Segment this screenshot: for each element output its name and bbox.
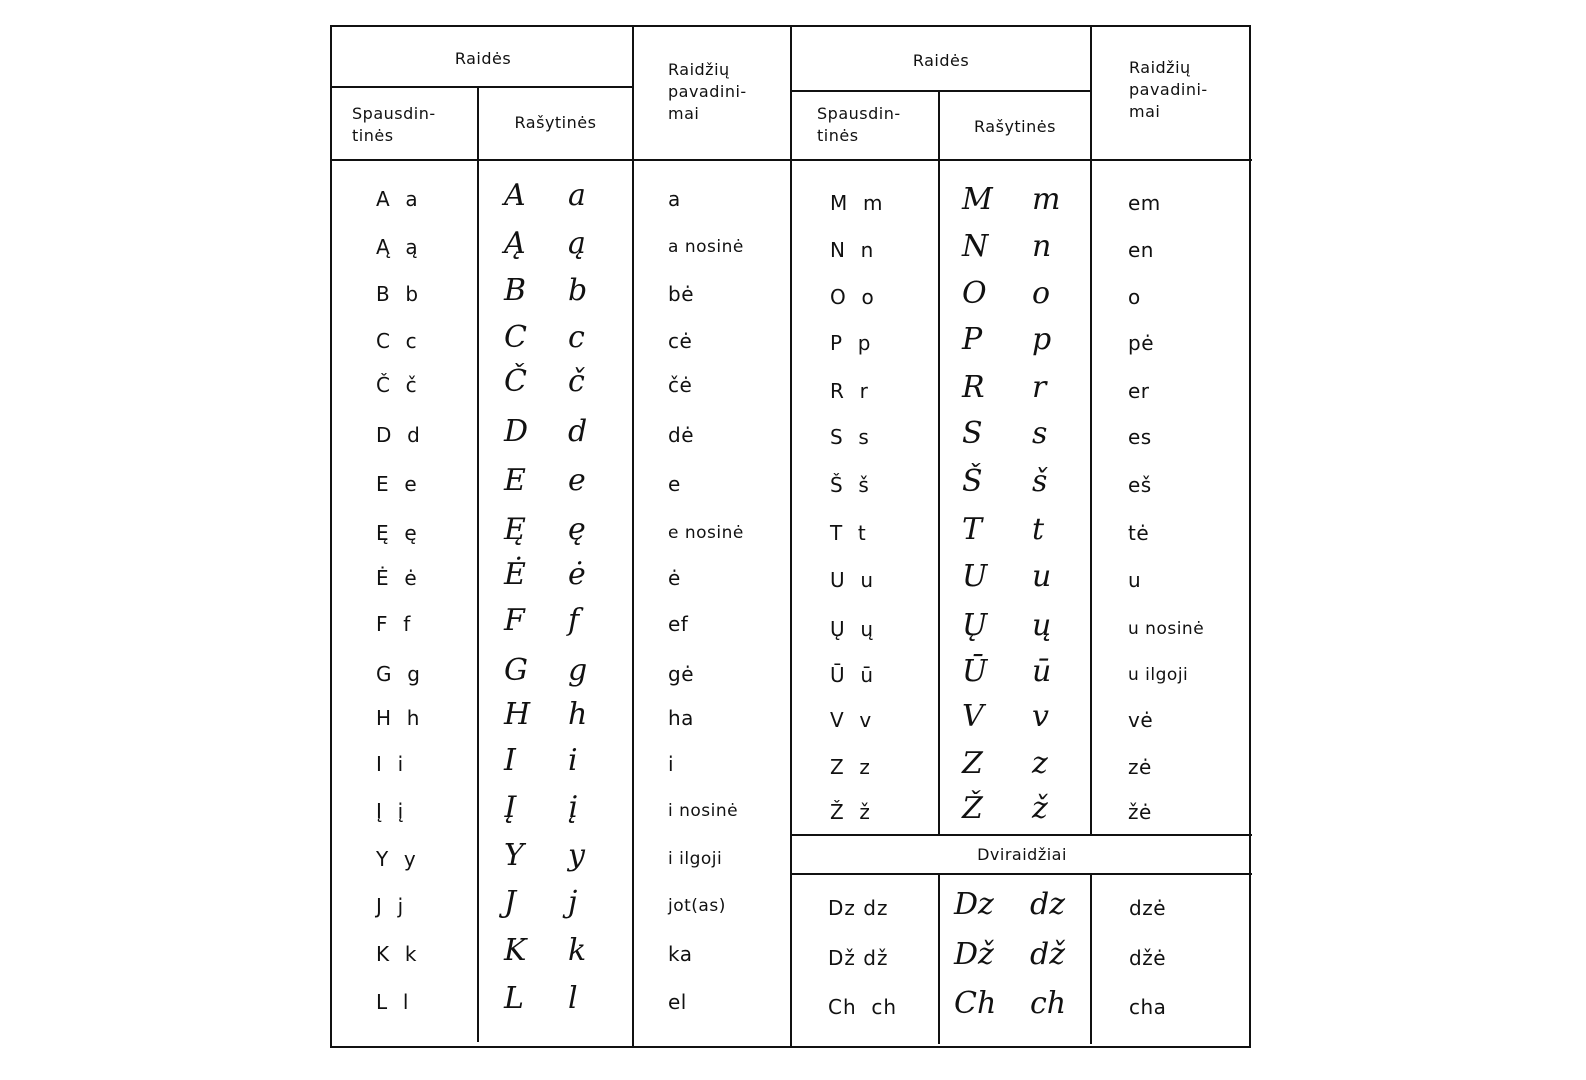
script-uppercase: O — [962, 276, 987, 311]
letter-name: i ilgoji — [668, 849, 723, 869]
letter-name: cė — [668, 329, 693, 353]
header-spausdintines-left: Spausdin- tinės — [352, 104, 436, 145]
script-digraph-uppercase: Ch — [954, 986, 997, 1021]
printed-letter: R r — [830, 379, 869, 403]
letter-name: zė — [1128, 755, 1152, 779]
script-uppercase: Ū — [962, 654, 988, 689]
letter-name: er — [1128, 379, 1150, 403]
script-lowercase: r — [1032, 370, 1047, 405]
script-lowercase: m — [1032, 182, 1061, 217]
col-divider — [632, 27, 634, 1047]
script-uppercase: K — [504, 933, 527, 968]
script-uppercase: Ž — [962, 791, 983, 826]
script-lowercase: d — [568, 414, 588, 449]
col-divider — [790, 27, 792, 1047]
letter-name: em — [1128, 191, 1161, 215]
script-uppercase: Į — [504, 790, 516, 825]
printed-letter: Ž ž — [830, 800, 871, 824]
printed-letter: V v — [830, 708, 873, 732]
script-lowercase: ž — [1032, 791, 1048, 826]
printed-letter: S s — [830, 425, 870, 449]
alphabet-table — [330, 25, 1251, 1048]
letter-name: u ilgoji — [1128, 665, 1189, 685]
digraph-name: džė — [1129, 946, 1166, 970]
script-uppercase: G — [504, 653, 528, 688]
printed-letter: E e — [376, 472, 418, 496]
script-lowercase: g — [568, 653, 588, 688]
row-divider — [790, 90, 1090, 92]
script-lowercase: į — [568, 790, 578, 825]
letter-name: bė — [668, 282, 694, 306]
letter-name: ė — [668, 566, 681, 590]
script-lowercase: h — [568, 697, 588, 732]
digraph-name: cha — [1129, 995, 1167, 1019]
letter-name: i nosinė — [668, 801, 739, 821]
letter-name: en — [1128, 238, 1154, 262]
col-divider — [1090, 27, 1092, 835]
printed-letter: Š š — [830, 473, 870, 497]
script-uppercase: C — [504, 320, 527, 355]
letter-name: ka — [668, 942, 693, 966]
script-digraph-uppercase: Dz — [954, 887, 994, 922]
printed-letter: O o — [830, 285, 875, 309]
col-divider — [477, 87, 479, 1042]
script-uppercase: Ą — [504, 226, 526, 261]
script-uppercase: H — [504, 697, 531, 732]
header-spausdintines-right: Spausdin- tinės — [817, 104, 901, 145]
script-uppercase: Č — [504, 364, 527, 399]
row-divider — [790, 834, 1252, 836]
script-lowercase: f — [568, 603, 580, 638]
printed-letter: J j — [376, 894, 405, 918]
script-lowercase: č — [568, 364, 585, 399]
letter-name: i — [668, 752, 675, 776]
header-rasytines-right: Rašytinės — [974, 117, 1056, 136]
script-lowercase: k — [568, 933, 587, 968]
script-uppercase: R — [962, 370, 985, 405]
script-uppercase: Y — [504, 838, 524, 873]
printed-letter: F f — [376, 612, 412, 636]
script-lowercase: c — [568, 320, 585, 355]
script-lowercase: s — [1032, 416, 1048, 451]
printed-letter: P p — [830, 331, 872, 355]
script-lowercase: z — [1032, 746, 1048, 781]
printed-letter: H h — [376, 706, 421, 730]
letter-name: e — [668, 472, 681, 496]
printed-letter: L l — [376, 990, 410, 1014]
script-uppercase: Š — [962, 464, 983, 499]
header-pavadinimai-left: Raidžių pavadini- mai — [668, 60, 747, 123]
printed-letter: D d — [376, 423, 421, 447]
printed-letter: K k — [376, 942, 418, 966]
letter-name: vė — [1128, 708, 1154, 732]
printed-digraph: Dz dz — [828, 896, 889, 920]
printed-letter: Ą ą — [376, 235, 419, 259]
script-uppercase: D — [504, 414, 529, 449]
letter-name: ha — [668, 706, 694, 730]
letter-name: a nosinė — [668, 237, 744, 257]
script-uppercase: E — [504, 463, 526, 498]
header-dviraidziai: Dviraidžiai — [977, 845, 1067, 864]
printed-letter: M m — [830, 191, 884, 215]
col-divider — [938, 90, 940, 835]
printed-digraph: Dž dž — [828, 946, 889, 970]
digraph-name: dzė — [1129, 896, 1166, 920]
script-lowercase: ų — [1032, 608, 1052, 643]
script-uppercase: T — [962, 512, 983, 547]
printed-digraph: Ch ch — [828, 995, 898, 1019]
script-uppercase: N — [962, 229, 989, 264]
letter-name: eš — [1128, 473, 1152, 497]
col-divider — [938, 874, 940, 1044]
letter-name: čė — [668, 373, 693, 397]
letter-name: el — [668, 990, 687, 1014]
script-uppercase: U — [962, 559, 988, 594]
printed-letter: Ū ū — [830, 663, 875, 687]
letter-name: es — [1128, 425, 1152, 449]
printed-letter: Č č — [376, 373, 418, 397]
script-lowercase: a — [568, 178, 586, 213]
printed-letter: U u — [830, 568, 875, 592]
row-divider — [790, 873, 1252, 875]
letter-name: dė — [668, 423, 694, 447]
script-lowercase: ė — [568, 557, 586, 592]
letter-name: gė — [668, 662, 694, 686]
script-uppercase: Ė — [504, 557, 526, 592]
script-uppercase: Z — [962, 746, 983, 781]
header-raides-right: Raidės — [912, 51, 970, 70]
letter-name: u — [1128, 568, 1142, 592]
printed-letter: G g — [376, 662, 421, 686]
script-uppercase: A — [504, 178, 526, 213]
script-lowercase: i — [568, 743, 578, 778]
letter-name: ef — [668, 612, 689, 636]
script-uppercase: Ę — [504, 512, 526, 547]
script-lowercase: e — [568, 463, 586, 498]
printed-letter: A a — [376, 187, 419, 211]
script-lowercase: š — [1032, 464, 1048, 499]
script-uppercase: Ų — [962, 608, 988, 643]
letter-name: e nosinė — [668, 523, 744, 543]
script-uppercase: B — [504, 273, 527, 308]
letter-name: u nosinė — [1128, 619, 1205, 639]
script-lowercase: o — [1032, 276, 1051, 311]
script-uppercase: P — [962, 322, 983, 357]
letter-name: a — [668, 187, 681, 211]
printed-letter: N n — [830, 238, 875, 262]
row-divider — [332, 86, 632, 88]
script-lowercase: v — [1032, 699, 1049, 734]
script-lowercase: p — [1032, 322, 1052, 357]
printed-letter: Į į — [376, 799, 405, 823]
letter-name: pė — [1128, 331, 1154, 355]
script-lowercase: n — [1032, 229, 1052, 264]
printed-letter: I i — [376, 752, 405, 776]
script-uppercase: J — [504, 885, 517, 920]
script-digraph-lowercase: dz — [1030, 887, 1066, 922]
printed-letter: Z z — [830, 755, 871, 779]
script-lowercase: l — [568, 981, 578, 1016]
script-lowercase: u — [1032, 559, 1052, 594]
printed-letter: B b — [376, 282, 420, 306]
printed-letter: Ų ų — [830, 617, 875, 641]
script-uppercase: F — [504, 603, 525, 638]
script-lowercase: b — [568, 273, 588, 308]
printed-letter: C c — [376, 329, 418, 353]
script-lowercase: ū — [1032, 654, 1052, 689]
script-digraph-lowercase: ch — [1030, 986, 1067, 1021]
script-uppercase: M — [962, 182, 993, 217]
letter-name: o — [1128, 285, 1141, 309]
header-bottom-line — [332, 159, 1252, 161]
script-lowercase: ą — [568, 226, 586, 261]
header-pavadinimai-right: Raidžių pavadini- mai — [1129, 58, 1208, 121]
printed-letter: T t — [830, 521, 867, 545]
letter-name: tė — [1128, 521, 1150, 545]
script-uppercase: I — [504, 743, 516, 778]
script-uppercase: V — [962, 699, 984, 734]
printed-letter: Ė ė — [376, 566, 418, 590]
script-digraph-uppercase: Dž — [954, 937, 994, 972]
script-lowercase: ę — [568, 512, 586, 547]
header-rasytines-left: Rašytinės — [514, 113, 597, 132]
letter-name: žė — [1128, 800, 1152, 824]
printed-letter: Y y — [376, 847, 417, 871]
header-raides-left: Raidės — [454, 49, 512, 68]
printed-letter: Ę ę — [376, 521, 418, 545]
script-uppercase: L — [504, 981, 524, 1016]
script-lowercase: j — [568, 885, 578, 920]
script-lowercase: y — [568, 838, 585, 873]
script-digraph-lowercase: dž — [1030, 937, 1066, 972]
script-lowercase: t — [1032, 512, 1045, 547]
script-uppercase: S — [962, 416, 983, 451]
letter-name: jot(as) — [668, 896, 726, 916]
col-divider — [1090, 874, 1092, 1044]
